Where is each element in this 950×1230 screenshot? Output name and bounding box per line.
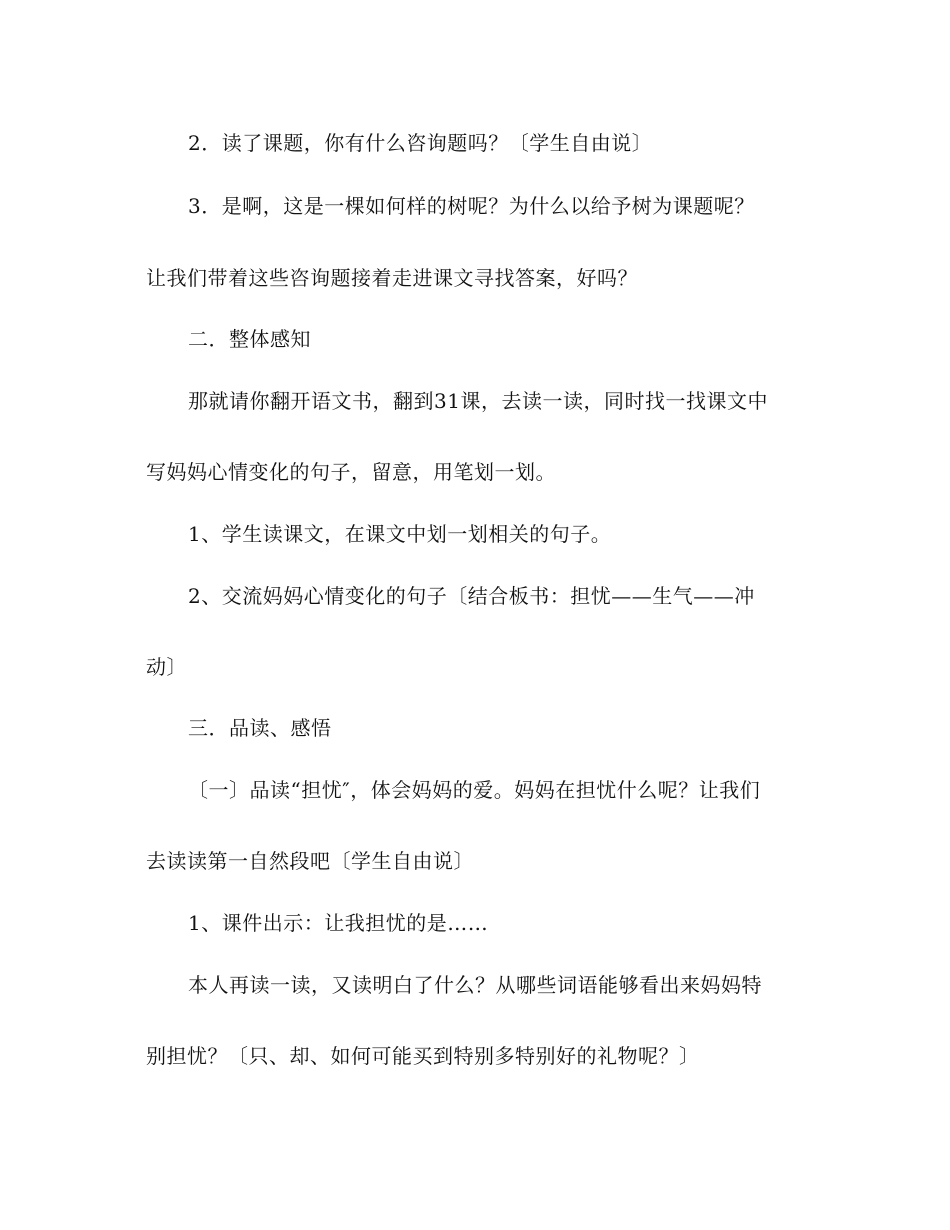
text-line-1: 2．读了课题，你有什么咨询题吗？〔学生自由说〕 — [188, 131, 653, 155]
text-line-13: 1、课件出示：让我担忧的是…… — [188, 911, 489, 935]
text-line-3: 让我们带着这些咨询题接着走进课文寻找答案，好吗？ — [146, 266, 638, 290]
section-heading-reading: 三．品读、感悟 — [188, 716, 332, 740]
text-line-9: 动〕 — [146, 655, 187, 679]
text-line-6: 写妈妈心情变化的句子，留意，用笔划一划。 — [146, 460, 556, 484]
text-line-14: 本人再读一读，又读明白了什么？从哪些词语能够看出来妈妈特 — [188, 973, 762, 997]
text-line-15: 别担忧？〔只、却、如何可能买到特别多特别好的礼物呢？〕 — [146, 1044, 700, 1068]
section-heading-overall: 二．整体感知 — [188, 327, 311, 351]
text-line-7: 1、学生读课文，在课文中划一划相关的句子。 — [188, 522, 612, 546]
text-line-8: 2、交流妈妈心情变化的句子〔结合板书：担忧——生气——冲 — [188, 584, 755, 608]
text-line-11: 〔一〕品读“担忧″，体会妈妈的爱。妈妈在担忧什么呢？让我们 — [188, 778, 761, 802]
text-line-5: 那就请你翻开语文书，翻到31课，去读一读，同时找一找课文中 — [188, 389, 768, 413]
text-line-2: 3．是啊，这是一棵如何样的树呢？为什么以给予树为课题呢？ — [188, 194, 755, 218]
text-line-12: 去读读第一自然段吧〔学生自由说〕 — [146, 849, 474, 873]
